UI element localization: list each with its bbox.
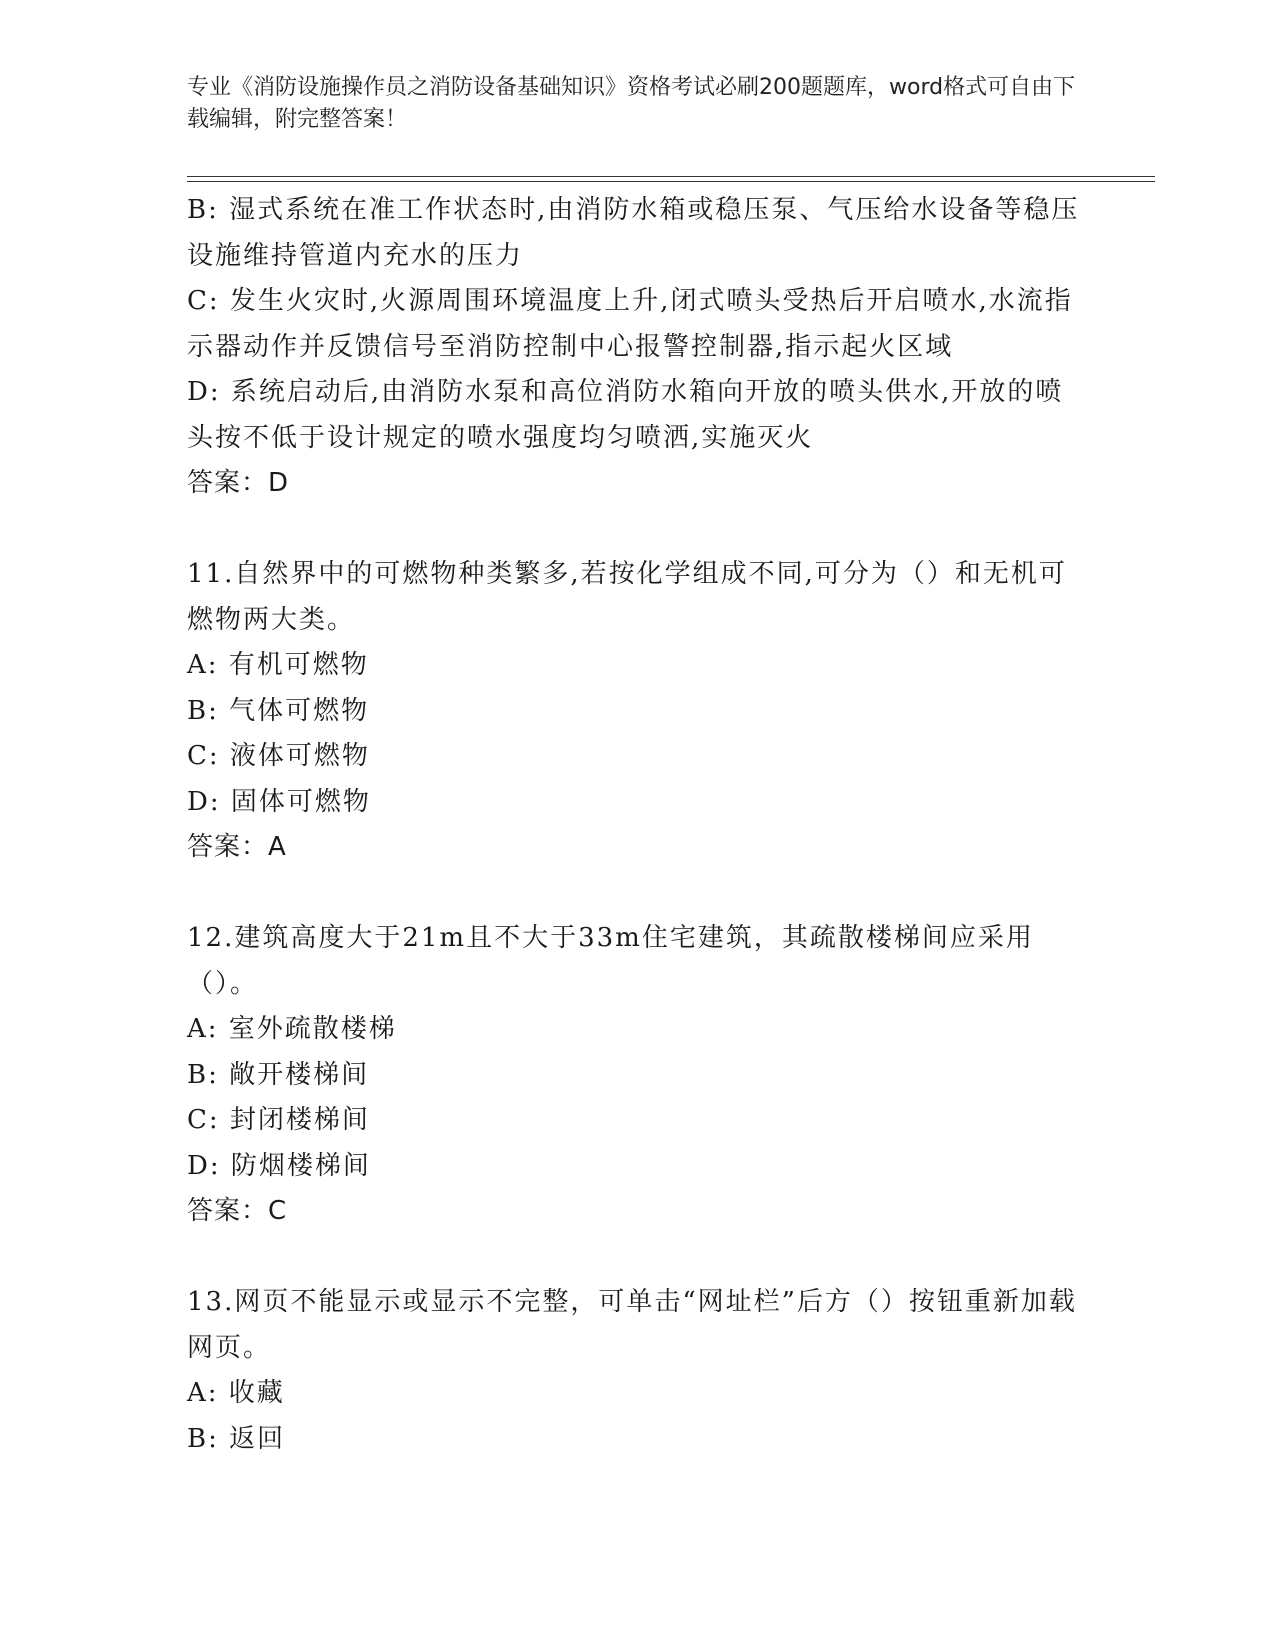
option-d: D: 防烟楼梯间: [187, 1150, 371, 1181]
header-rule-bottom: [187, 181, 1155, 182]
option-b: B: 敞开楼梯间: [187, 1059, 370, 1090]
option-d: D: 系统启动后,由消防水泵和高位消防水箱向开放的喷头供水,开放的喷头按不低于设计规定的喷水强度均匀喷洒,实施灭火: [187, 377, 1064, 453]
document-title: 专业《消防设施操作员之消防设备基础知识》资格考试必刷200题题库，word格式可自由下载编辑，附完整答案！: [187, 75, 1076, 132]
option-a: A: 收藏: [187, 1378, 285, 1408]
option-c: C: 液体可燃物: [187, 741, 370, 771]
option-c: C: 发生火灾时,火源周围环境温度上升,闭式喷头受热后开启喷水,水流指示器动作并反馈信号至消防控制中心报警控制器,指示起火区域: [187, 286, 1073, 362]
document-header: [187, 72, 1087, 136]
answer-line: 答案：D: [187, 468, 290, 498]
question-12: [187, 916, 1087, 1235]
question-10-continuation: [187, 188, 1087, 507]
answer-line: 答案：C: [187, 1196, 288, 1226]
question-13: [187, 1280, 1087, 1462]
question-stem: 11.自然界中的可燃物种类繁多,若按化学组成不同,可分为（）和无机可燃物两大类。: [187, 559, 1067, 635]
answer-line: 答案：A: [187, 832, 287, 862]
option-d: D: 固体可燃物: [187, 786, 371, 817]
option-a: A: 室外疏散楼梯: [187, 1014, 397, 1044]
question-stem: 13.网页不能显示或显示不完整，可单击“网址栏”后方（）按钮重新加载网页。: [187, 1287, 1077, 1363]
option-c: C: 封闭楼梯间: [187, 1105, 370, 1135]
question-11: [187, 552, 1087, 871]
header-rule-top: [187, 176, 1155, 177]
option-b: B: 湿式系统在准工作状态时,由消防水箱或稳压泵、气压给水设备等稳压设施维持管道内充水的压力: [187, 195, 1080, 271]
question-stem: 12.建筑高度大于21m且不大于33m住宅建筑，其疏散楼梯间应采用（）。: [187, 923, 1034, 999]
question-list: [187, 188, 1087, 1462]
option-b: B: 返回: [187, 1423, 286, 1454]
option-b: B: 气体可燃物: [187, 695, 370, 726]
option-a: A: 有机可燃物: [187, 650, 369, 680]
